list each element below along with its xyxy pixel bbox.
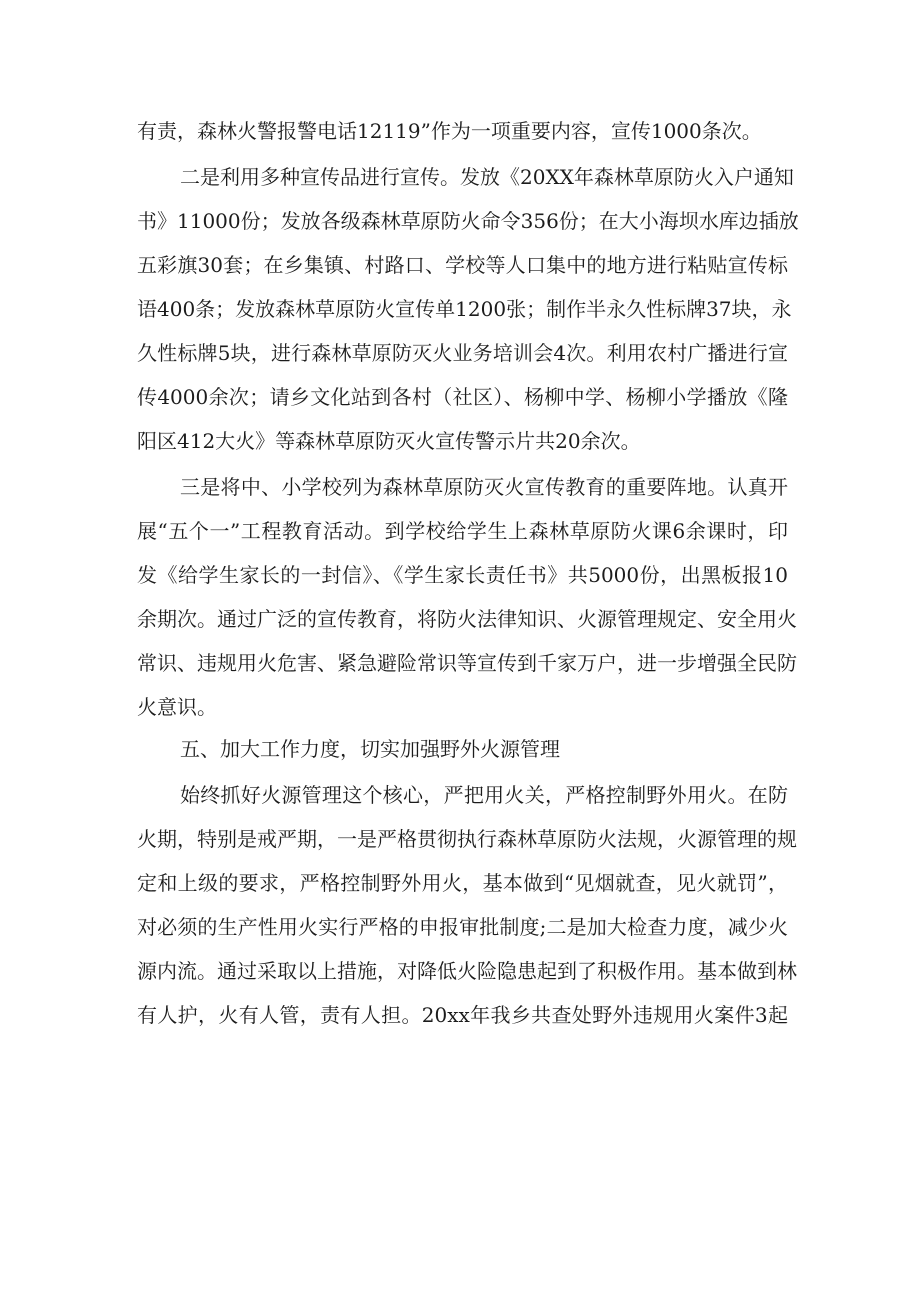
paragraph-line: 展“五个一”工程教育活动。到学校给学生上森林草原防火课6余课时，印	[137, 519, 788, 543]
paragraph-line: 发《给学生家长的一封信》、《学生家长责任书》共5000份，出黑板报10	[137, 563, 788, 587]
paragraph-line: 三是将中、小学校列为森林草原防灭火宣传教育的重要阵地。认真开	[180, 475, 788, 499]
paragraph-line: 有人护，火有人管，责有人担。20xx年我乡共查处野外违规用火案件3起	[137, 1003, 788, 1027]
paragraph-line: 语400条；发放森林草原防火宣传单1200张；制作半永久性标牌37块，永	[137, 297, 792, 321]
paragraph-line: 有责，森林火警报警电话12119”作为一项重要内容，宣传1000条次。	[137, 119, 762, 143]
paragraph-line: 二是利用多种宣传品进行宣传。发放《20XX年森林草原防火入户通知	[180, 165, 794, 189]
paragraph-line: 火期，特别是戒严期，一是严格贯彻执行森林草原防火法规，火源管理的规	[137, 827, 797, 851]
paragraph-line: 余期次。通过广泛的宣传教育，将防火法律知识、火源管理规定、安全用火	[137, 607, 797, 631]
paragraph-line: 源内流。通过采取以上措施，对降低火险隐患起到了积极作用。基本做到林	[137, 959, 797, 983]
paragraph-line: 对必须的生产性用火实行严格的申报审批制度;二是加大检查力度，减少火	[137, 915, 788, 939]
paragraph-line: 书》11000份；发放各级森林草原防火命令356份；在大小海坝水库边插放	[137, 209, 799, 233]
paragraph-line: 火意识。	[137, 695, 217, 719]
section-heading: 五、加大工作力度，切实加强野外火源管理	[180, 737, 560, 761]
paragraph-line: 五彩旗30套；在乡集镇、村路口、学校等人口集中的地方进行粘贴宣传标	[137, 253, 788, 277]
paragraph-line: 传4000余次；请乡文化站到各村（社区）、杨柳中学、杨柳小学播放《隆	[137, 385, 788, 409]
paragraph-line: 常识、违规用火危害、紧急避险常识等宣传到千家万户，进一步增强全民防	[137, 651, 797, 675]
paragraph-line: 定和上级的要求，严格控制野外用火，基本做到“见烟就查，见火就罚”，	[137, 871, 788, 895]
paragraph-line: 始终抓好火源管理这个核心，严把用火关，严格控制野外用火。在防	[180, 783, 788, 807]
paragraph-line: 久性标牌5块，进行森林草原防灭火业务培训会4次。利用农村广播进行宣	[137, 341, 788, 365]
paragraph-line: 阳区412大火》等森林草原防灭火宣传警示片共20余次。	[137, 429, 641, 453]
